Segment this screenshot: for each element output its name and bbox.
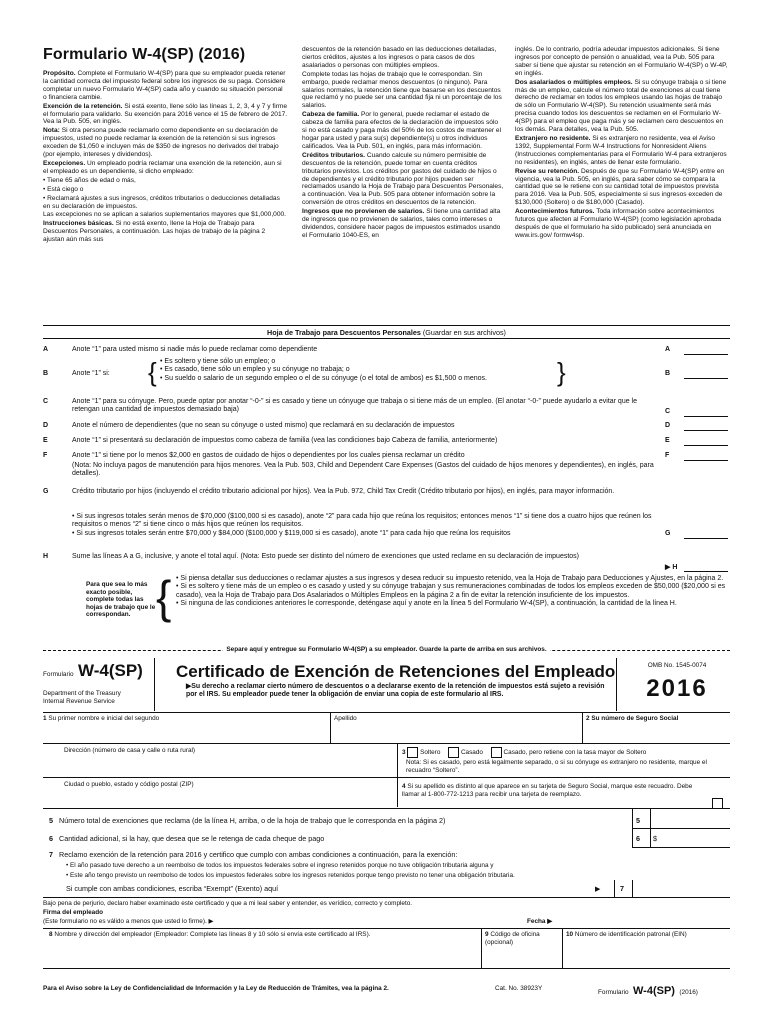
col1-heading-9: Instrucciones básicas. [43, 220, 114, 228]
line-h-text: Sume las líneas A a G, inclusive, y anote el total aquí. (Nota: Esto puede ser distinto del número de exenciones que usted reclame en su declaración de impuestos) [72, 553, 580, 560]
line-b-options [160, 358, 540, 383]
col2-paragraph-3: Cabeza de familia. Por lo general, puede reclamar el estado de cabeza de familia para efectos de la declaración de impuestos sólo si no está casado y paga más del 50% de los costos de mantener el hogar para usted y para su(s) dependiente(s) u otros individuos calificados. Vea la Pub. 501, en inglés, para más información. [302, 111, 502, 150]
col1-paragraph-7: • Reclamará ajustes a sus ingresos, créditos tributarios o deducciones detalladas en su declaración de impuestos. [43, 194, 280, 210]
certificate-title: Certificado de Exención de Retenciones del Empleado [176, 662, 616, 681]
footer-form-year: (2016) [679, 989, 698, 996]
line-d-text: Anote el número de dependientes (que no sean su cónyuge o usted mismo) que reclamará en su declaración de impuestos [72, 422, 455, 429]
line-b-option-3: • Su sueldo o salario de un segundo empleo o el de su cónyuge (o el total de ambos) es $1,500 o menos. [160, 374, 487, 382]
line-g-bullet-1: • Si sus ingresos totales serán menos de $70,000 ($100,000 si es casado), anote “2” para cada hijo que reúna los requisitos; entonces menos “1” si tiene dos a cuatro hijos que reúnen los requisitos o menos “2” si tiene cinco o más hijos que reúnen los requisitos. [72, 513, 652, 529]
tax-year: 2016 [646, 675, 708, 702]
last-name-label: Apellido [334, 715, 357, 722]
line-h-options [176, 575, 728, 609]
date-input[interactable] [562, 912, 728, 926]
line-h-side-note: Para que sea lo más exacto posible, complete todas las hojas de trabajo que le correspondan. [86, 581, 156, 619]
first-name-input[interactable] [43, 724, 323, 742]
married-higher-rate-label: Casado, pero retiene con la tasa mayor de Soltero [503, 749, 647, 757]
line-d-input[interactable] [684, 422, 728, 431]
line-e-input[interactable] [684, 437, 728, 446]
single-label: Soltero [420, 749, 441, 757]
instructions-column-3 [515, 46, 730, 241]
line-e-text: Anote “1” si presentará su declaración de impuestos como cabeza de familia (vea las condiciones bajo Cabeza de familia, anteriormente) [72, 437, 498, 444]
col1-paragraph-5: • Tiene 65 años de edad o más, [43, 176, 136, 184]
col2-paragraph-2: Complete todas las hojas de trabajo que le correspondan. Sin embargo, puede reclamar menos descuentos (o ninguno). Para salarios normales, la retención tiene que basarse en los descuentos que reclamó y no puede ser una cantidad fija ni un porcentaje de los salarios. [302, 70, 502, 110]
catalog-number: Cat. No. 38923Y [495, 985, 543, 992]
col3-paragraph-5: Acontecimientos futuros. Toda información sobre acontecimientos futuros que afecten al Formulario W-4(SP) (como legislación aprobada después de que el formulario ha sido publicado) será anunciada en www.irs.gov/ formw4sp. [515, 208, 722, 239]
col1-paragraph-8: Las excepciones no se aplican a salarios suplementarios mayores que $1,000,000. [43, 211, 287, 219]
col1-heading-3: Nota: [43, 127, 60, 135]
line-f-text: Anote “1” si tiene por lo menos $2,000 en gastos de cuidado de hijos o dependientes por los cuales piensa reclamar un crédito [72, 452, 465, 459]
form-name: W-4(SP) [78, 661, 143, 680]
signature-note: (Este formulario no es válido a menos que usted lo firme). ▶ [43, 918, 214, 925]
ssn-label: Su número de Seguro Social [591, 715, 679, 722]
line-5-input[interactable] [652, 811, 728, 826]
col3-paragraph-4: Revise su retención. Después de que su Formulario W-4(SP) entre en vigencia, vea la Pub. 505, en inglés, para saber cómo se compara la cantidad que se le retiene con su cantidad total de impuestos prevista para 2016. Vea la Pub. 505, especialmente si sus ingresos exceden de $130,000 (Soltero) o de $180,000 (Casado). [515, 167, 725, 207]
col2-heading-5: Ingresos que no provienen de salarios. [302, 208, 425, 216]
worksheet-title-note: (Guardar en sus archivos) [422, 328, 506, 337]
line-g-input[interactable] [684, 530, 728, 539]
detach-instructions: Separe aquí y entregue su Formulario W-4(SP) a su empleador. Guarde la parte de arriba en sus archivos. [43, 646, 730, 653]
irs: Internal Revenue Service [43, 698, 115, 705]
line-6-text: Cantidad adicional, si la hay, que desea que se le retenga de cada cheque de pago [59, 834, 325, 843]
perjury-statement: Bajo pena de perjurio, declaro haber examinado este certificado y que a mi leal saber y entender, es verídico, correcto y completo. [43, 900, 413, 907]
privacy-notice: Para el Aviso sobre la Ley de Confidencialidad de Información y la Ley de Reducción de Trámites, vea la página 2. [43, 985, 389, 992]
address-input[interactable] [64, 757, 384, 777]
signature-label: Firma del empleado [43, 909, 104, 916]
col3-paragraph-2: Dos asalariados o múltiples empleos. Si su cónyuge trabaja o si tiene más de un empleo, calcule el número total de exenciones al cual tiene derecho de reclamar en todos los empleos usando las hojas de trabajo de sólo un Formulario W-4(SP). Su retención usualmente será más precisa cuando todos los descuentos se reclamen en el Formulario W-4(SP) para el empleo que paga más y se reclamen cero descuentos en los demás. Para detalles, vea la Pub. 505. [515, 78, 727, 134]
line-f-input[interactable] [684, 452, 728, 461]
married-higher-rate-checkbox[interactable] [491, 747, 502, 758]
line-7-condition-b: • Este año tengo previsto un reembolso de todos los impuestos federales sobre los ingresos retenidos porque tengo previsto no tener una obligación tributaria. [66, 872, 515, 879]
col3-paragraph-3: Extranjero no residente. Si es extranjero no residente, vea el Aviso 1392, Supplemental Form W-4 Instructions for Nonresident Aliens (Instrucciones complementarias para el Formulario W-4 para extranjeros no residentes), en inglés, antes de llenar este formulario. [515, 134, 727, 166]
line-f-note: (Nota: No incluya pagos de manutención para hijos menores. Vea la Pub. 503, Child and Dependent Care Expenses (Gastos del cuidado de hijos menores y dependientes), en inglés, para detalles). [72, 462, 654, 478]
instructions-column-2 [302, 46, 504, 241]
line-g-text: Crédito tributario por hijos (incluyendo el crédito tributario adicional por hijos). Vea la Pub. 972, Child Tax Credit (Crédito tributario por hijos), en inglés, para mayor información. [72, 488, 615, 495]
col1-heading-4: Excepciones. [43, 159, 86, 167]
col1-paragraph-2: Exención de la retención. Si está exento, llene sólo las líneas 1, 2, 3, 4 y 7 y firme el formulario para validarlo. Su exención para 2016 vence el 15 de febrero de 2017. Vea la Pub. 505, en inglés. [43, 102, 288, 126]
col2-paragraph-1: descuentos de la retención basado en las deducciones detalladas, ciertos créditos, ajustes a los ingresos o para casos de dos asalariados o personas con múltiples empleos. [302, 46, 497, 69]
address-label: Dirección (número de casa y calle o ruta rural) [64, 747, 196, 754]
line-b-option-2: • Es casado, tiene sólo un empleo y su cónyuge no trabaja; o [160, 366, 350, 374]
col2-paragraph-5: Ingresos que no provienen de salarios. Si tiene una cantidad alta de ingresos que no provienen de salarios, tales como intereses o dividendos, considere hacer pagos de impuestos estimados usando el Formulario 1040-ES, en [302, 208, 501, 239]
line-3-note: Nota: Si es casado, pero está legalmente separado, o si su cónyuge es extranjero no residente, marque el recuadro “Soltero”. [406, 759, 707, 774]
col1-paragraph-3: Nota: Si otra persona puede reclamarlo como dependiente en su declaración de impuestos, usted no puede reclamar la exención de la retención si sus ingresos exceden de $1,050 e incluyen más de $350 de ingresos no derivados del trabajo (por ejemplo, intereses y dividendos). [43, 127, 279, 159]
col2-heading-4: Créditos tributarios. [302, 151, 366, 159]
col1-paragraph-1: Propósito. Complete el Formulario W-4(SP) para que su empleador pueda retener la cantidad correcta del impuesto federal sobre los ingresos de su paga. Considere completar un nuevo Formulario W-4(SP) cada año y cuando su situación personal o financiera cambie. [43, 70, 286, 101]
form-title: Formulario W-4(SP) (2016) [43, 46, 246, 63]
col1-heading-1: Propósito. [43, 70, 76, 77]
employer-name-input[interactable] [49, 942, 477, 967]
line-b-input[interactable] [684, 370, 728, 379]
line-h-option-3: • Si ninguna de las condiciones anteriores le corresponde, deténgase aquí y anote en la línea 5 del Formulario W-4(SP), a continuación, la cantidad de la línea H. [176, 600, 677, 608]
col3-paragraph-1: inglés. De lo contrario, podría adeudar impuestos adicionales. Si tiene ingresos por concepto de pensión o anualidad, vea la Pub. 505 para saber si tiene que ajustar su retención en el Formulario W-4(SP) o W-4P, en inglés. [515, 46, 728, 77]
married-label: Casado [460, 749, 483, 757]
ssn-input[interactable] [586, 724, 726, 742]
instructions-column-1 [43, 70, 288, 245]
line-a-text: Anote “1” para usted mismo si nadie más lo puede reclamar como dependiente [72, 346, 318, 353]
department: Department of the Treasury [43, 690, 121, 697]
line-h-option-2: • Si es soltero y tiene más de un empleo o es casado y usted y su cónyuge trabajan y sus remuneraciones combinadas de todos los empleos exceden de $50,000 ($20,000 si es casado), vea la Hoja de Trabajo para Dos Asalariados o Múltiples Empleos en la página 2 a fin de evitar la retención insuficiente de los impuestos. [176, 583, 726, 599]
city-label: Ciudad o pueblo, estado y código postal (ZIP) [64, 781, 194, 788]
col3-heading-5: Acontecimientos futuros. [515, 208, 595, 216]
col3-heading-4: Revise su retención. [515, 167, 580, 175]
worksheet-title: Hoja de Trabajo para Descuentos Personales [267, 328, 421, 337]
line-8-text: Nombre y dirección del empleador (Empleador: Complete las líneas 8 y 10 sólo si envía este certificado al IRS). [54, 931, 371, 938]
first-name-label: Su primer nombre e inicial del segundo [48, 715, 160, 722]
city-input[interactable] [64, 791, 384, 807]
single-checkbox[interactable] [407, 747, 418, 758]
col1-paragraph-4: Excepciones. Un empleado podría reclamar una exención de la retención, aun si el empleado es un dependiente, si dicho empleado: [43, 159, 282, 175]
col1-paragraph-9: Instrucciones básicas. Si no está exento, llene la Hoja de Trabajo para Descuentos Personales, a continuación. Las hojas de trabajo de la página 2 ajustan aún más sus [43, 220, 266, 244]
certificate-subtitle: ▶Su derecho a reclamar cierto número de descuentos o a declararse exento de la retención de impuestos está sujeto a revisión por el IRS. Su empleador puede tener la obligación de enviar una copia de este formulario al IRS. [186, 683, 605, 698]
line-4-text: Si su apellido es distinto al que aparece en su tarjeta de Seguro Social, marque este recuadro. Debe llamar al 1-800-772-1213 para recibir una tarjeta de reemplazo. [402, 783, 693, 798]
col2-paragraph-4: Créditos tributarios. Cuando calcule su número permisible de descuentos de la retención, puede tomar en cuenta créditos tributarios previstos. Los créditos por gastos del cuidado de hijos o de dependientes y el crédito tributario por hijos pueden ser reclamados usando la Hoja de Trabajo para Descuentos Personales, a continuación. Vea la Pub. 505 para obtener información sobre la conversión de otros créditos en descuentos de la retención. [302, 151, 504, 207]
col1-heading-2: Exención de la retención. [43, 102, 123, 110]
exempt-input[interactable] [634, 881, 728, 896]
form-prefix: Formulario [43, 671, 74, 678]
omb-number: OMB No. 1545-0074 [647, 662, 707, 669]
line-b-option-1: • Es soltero y tiene sólo un empleo; o [160, 358, 276, 365]
line-9-text: Código de oficina (opcional) [485, 931, 540, 946]
col2-heading-3: Cabeza de familia. [302, 111, 360, 119]
last-name-input[interactable] [334, 724, 574, 742]
date-label: Fecha ▶ [527, 918, 553, 925]
line-7-text: Reclamo exención de la retención para 2016 y certifico que cumplo con ambas condiciones a continuación, para la exención: [59, 850, 458, 859]
line-7-exempt-text: Si cumple con ambas condiciones, escriba “Exempt” (Exento) aquí [66, 884, 279, 893]
signature-input[interactable] [290, 910, 520, 926]
line-a-input[interactable] [684, 346, 728, 355]
footer-form-prefix: Formulario [598, 989, 629, 996]
line-h-input[interactable] [684, 563, 728, 572]
line-h-option-1: • Si piensa detallar sus deducciones o reclamar ajustes a sus ingresos y desea reducir su impuesto retenido, vea la Hoja de Trabajo para Deducciones y Ajustes, en la página 2. [176, 575, 724, 582]
line-6-input[interactable] [662, 830, 728, 845]
line-c-input[interactable] [684, 408, 728, 417]
line-c-text: Anote “1” para su cónyuge. Pero, puede optar por anotar “-0-” si es casado y tiene un cónyuge que trabaja o si tiene más de un empleo. (El anotar “-0-” puede ayudarlo a evitar que le retengan una cantidad de impuestos demasiado baja) [72, 398, 638, 414]
line-5-text: Número total de exenciones que reclama (de la línea H, arriba, o de la hoja de trabajo que le corresponda en la página 2) [59, 816, 446, 825]
line-6-dollar: $ [653, 834, 657, 843]
line-7-condition-a: • El año pasado tuve derecho a un reembolso de todos los impuestos federales sobre el ingreso retenidos porque no tuve obligación tributaria alguna y [66, 862, 494, 869]
line-10-text: Número de identificación patronal (EIN) [574, 931, 687, 938]
married-checkbox[interactable] [448, 747, 459, 758]
footer-form-name: W-4(SP) [633, 985, 675, 997]
col3-heading-3: Extranjero no residente. [515, 134, 591, 142]
col3-heading-2: Dos asalariados o múltiples empleos. [515, 78, 633, 86]
line-b-intro: Anote “1” si: [72, 370, 110, 377]
line-g-bullet-2: • Si sus ingresos totales serán entre $70,000 y $84,000 ($100,000 y $119,000 si es casado), anote “1” para cada hijo que reúna los requisitos [72, 530, 511, 537]
col1-paragraph-6: • Está ciego o [43, 185, 84, 193]
